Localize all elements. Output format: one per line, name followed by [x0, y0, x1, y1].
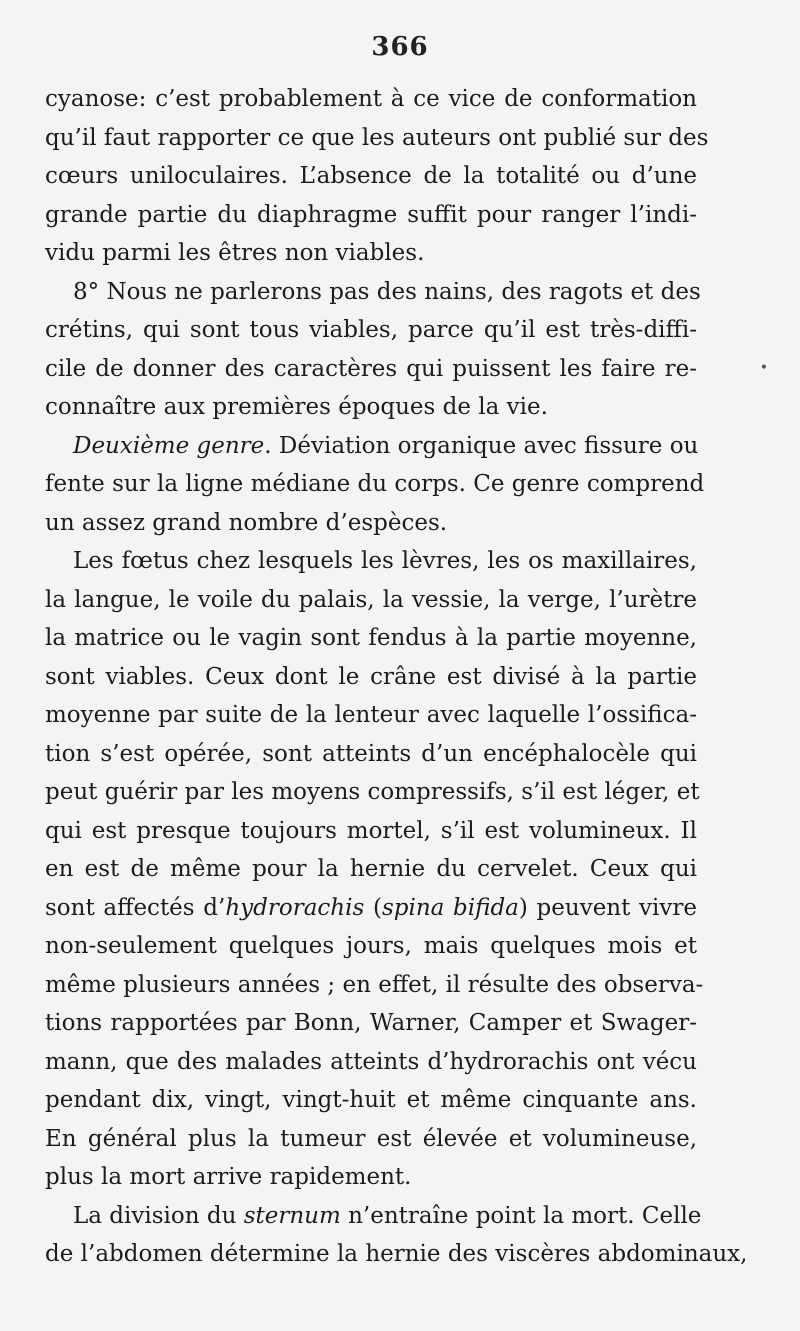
text-line	[45, 966, 704, 1005]
text-run: peut guérir par les moyens compressifs, s’il est léger, et	[45, 779, 700, 805]
text-run: 8° Nous ne parlerons pas des nains, des ragots et des	[73, 278, 701, 305]
text-run: un assez grand nombre d’espèces.	[45, 509, 448, 536]
text-line	[45, 1081, 697, 1120]
body-text	[45, 80, 748, 1274]
text-run: . Déviation organique avec fissure ou	[264, 432, 699, 459]
text-line	[45, 812, 697, 851]
text-line	[45, 1197, 702, 1236]
text-line	[45, 119, 709, 158]
text-run: (	[364, 894, 382, 921]
text-line	[45, 196, 697, 235]
text-line	[45, 696, 697, 735]
text-line	[45, 658, 697, 697]
text-run: même plusieurs années ; en effet, il résulte des observa-	[45, 971, 704, 998]
text-line	[45, 1120, 697, 1159]
text-run: vidu parmi les êtres non viables.	[45, 240, 425, 266]
margin-mark: •	[759, 360, 768, 376]
text-line	[45, 273, 701, 312]
text-line	[45, 850, 697, 889]
text-run: cœurs uniloculaires. L’absence de la totalité ou d’une	[45, 163, 697, 189]
text-line	[45, 1004, 697, 1043]
text-run: de l’abdomen détermine la hernie des viscères abdominaux,	[45, 1241, 748, 1267]
text-run: non-seulement quelques jours, mais quelques mois et	[45, 933, 697, 959]
italic-text: Deuxième genre	[73, 432, 265, 459]
italic-text: spina bifida	[381, 894, 519, 921]
text-line	[45, 773, 700, 812]
text-run: en est de même pour la hernie du cervelet. Ceux qui	[45, 856, 697, 882]
text-run: sont viables. Ceux dont le crâne est divisé à la partie	[45, 663, 697, 690]
text-run: qui est presque toujours mortel, s’il est volumineux. Il	[45, 817, 697, 844]
text-line	[45, 234, 697, 273]
text-line	[45, 581, 697, 620]
text-line	[45, 619, 697, 658]
text-run: Les fœtus chez lesquels les lèvres, les os maxillaires,	[73, 548, 697, 574]
text-run: la matrice ou le vagin sont fendus à la partie moyenne,	[45, 625, 697, 651]
text-run: grande partie du diaphragme suffit pour ranger l’indi-	[45, 201, 697, 228]
text-run: pendant dix, vingt, vingt-huit et même cinquante ans.	[45, 1087, 697, 1113]
text-run: mann, que des malades atteints d’hydrorachis ont vécu	[45, 1048, 697, 1075]
text-line	[45, 735, 697, 774]
text-run: crétins, qui sont tous viables, parce qu’il est très-diffi-	[45, 317, 697, 343]
text-run: la langue, le voile du palais, la vessie, la verge, l’urètre	[45, 586, 697, 613]
page-number: 366	[371, 32, 429, 62]
text-run: ) peuvent vivre	[518, 894, 697, 921]
text-run: cile de donner des caractères qui puissent les faire re-	[45, 355, 697, 382]
text-line	[45, 311, 697, 350]
text-run: qu’il faut rapporter ce que les auteurs ont publié sur des	[45, 124, 709, 151]
text-run: plus la mort arrive rapidement.	[45, 1164, 412, 1190]
text-line	[45, 388, 697, 427]
text-line	[45, 465, 705, 504]
text-run: sont affectés d’	[45, 894, 226, 921]
text-line	[45, 157, 697, 196]
text-line	[45, 889, 697, 928]
text-run: tions rapportées par Bonn, Warner, Camper et Swager-	[45, 1010, 697, 1036]
text-line	[45, 1235, 748, 1274]
text-line	[45, 542, 697, 581]
text-line	[45, 350, 697, 389]
text-line	[45, 80, 697, 119]
italic-text: hydrorachis	[225, 894, 365, 921]
text-run: cyanose: c’est probablement à ce vice de conformation	[45, 86, 697, 112]
text-run: La division du	[73, 1202, 244, 1229]
text-run: n’entraîne point la mort. Celle	[340, 1202, 702, 1229]
text-run: connaître aux premières époques de la vie.	[45, 394, 548, 420]
text-line	[45, 927, 697, 966]
text-line	[45, 427, 697, 466]
text-line	[45, 1158, 697, 1197]
italic-text: sternum	[243, 1202, 341, 1229]
text-run: fente sur la ligne médiane du corps. Ce genre comprend	[45, 471, 705, 497]
text-run: tion s’est opérée, sont atteints d’un encéphalocèle qui	[45, 740, 697, 767]
text-line	[45, 1043, 697, 1082]
text-run: moyenne par suite de la lenteur avec laquelle l’ossifica-	[45, 702, 697, 728]
text-line	[45, 504, 697, 543]
text-run: En général plus la tumeur est élevée et volumineuse,	[45, 1125, 697, 1152]
